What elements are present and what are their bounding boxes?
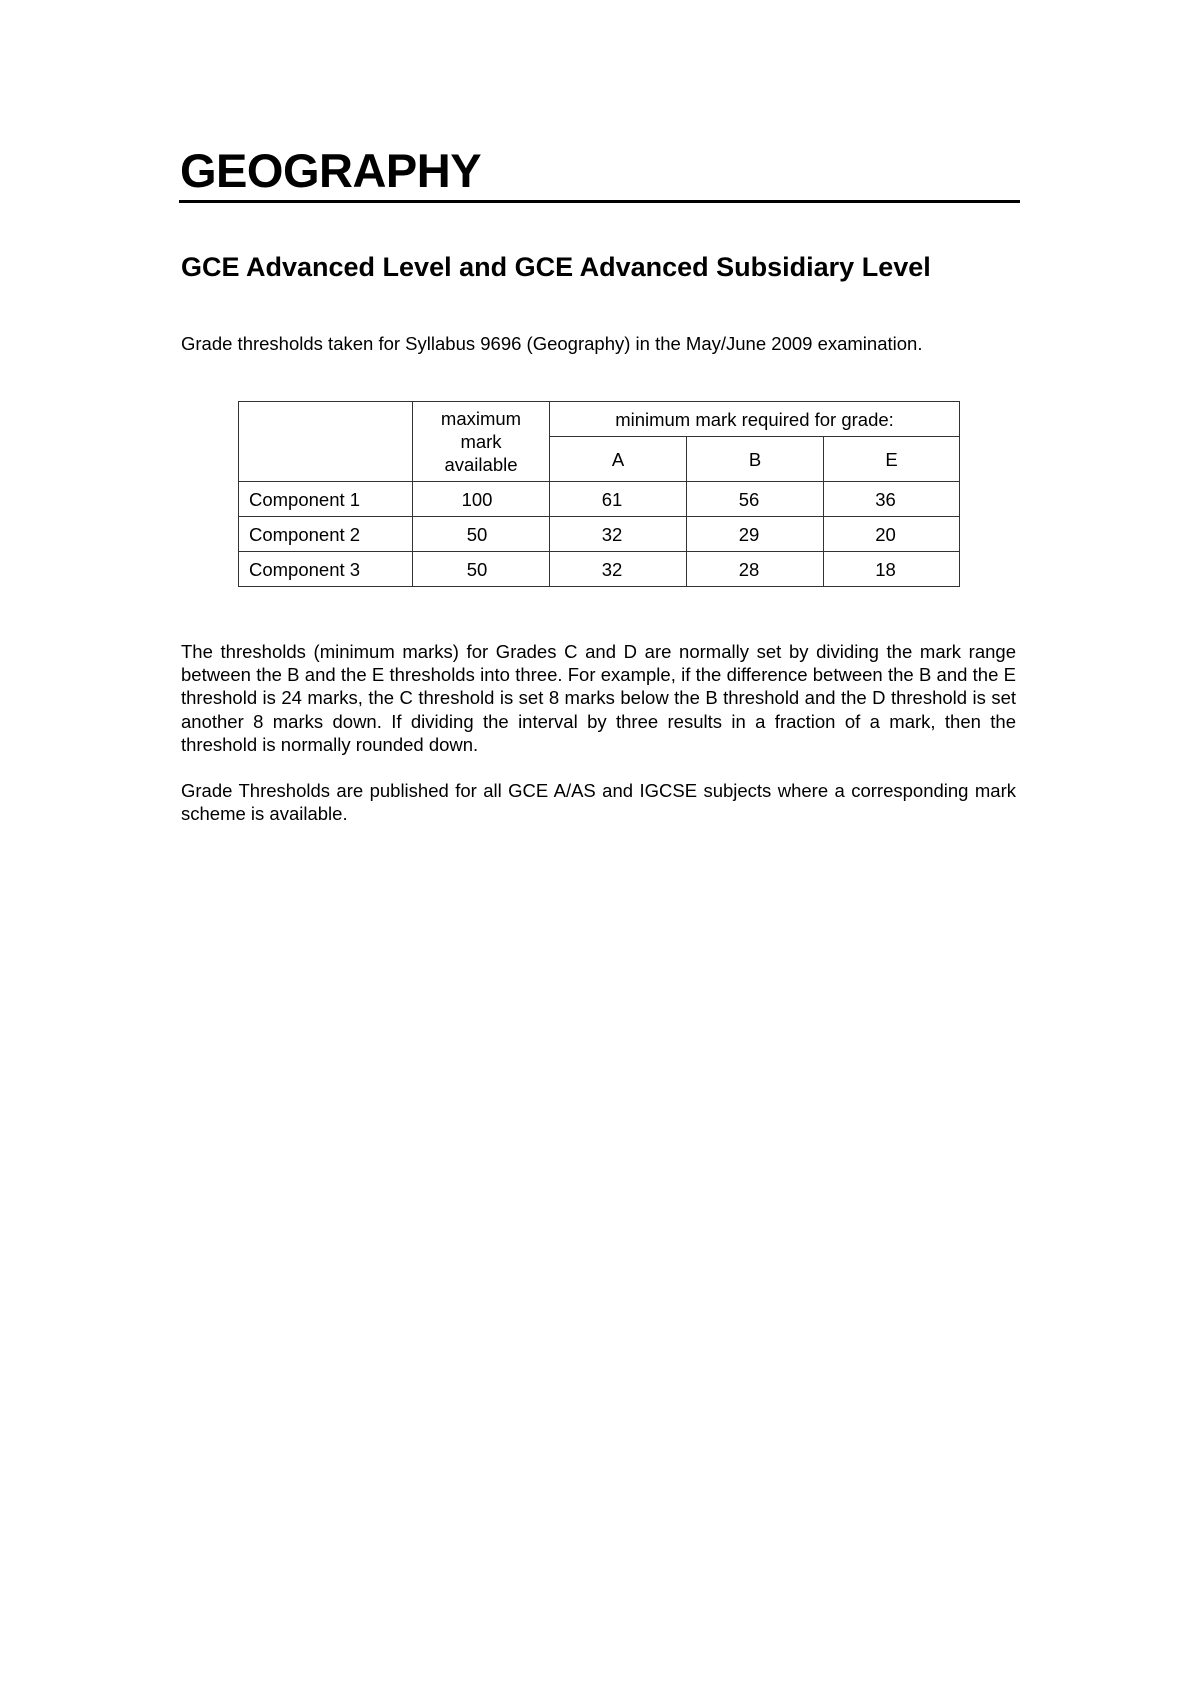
table-row [239,552,960,587]
grade-thresholds-table [238,401,960,587]
max-mark-cell: 100 [413,482,550,517]
component-label: Component 3 [239,552,413,587]
grade-a-cell: 32 [550,552,687,587]
grade-a-cell: 32 [550,517,687,552]
page-subtitle: GCE Advanced Level and GCE Advanced Subsidiary Level [181,252,931,282]
component-label: Component 2 [239,517,413,552]
grade-e-header: E [824,437,960,482]
intro-text: Grade thresholds taken for Syllabus 9696 (Geography) in the May/June 2009 examination. [181,333,923,354]
max-mark-header: maximum mark available [413,402,550,482]
threshold-explanation-paragraph: The thresholds (minimum marks) for Grades C and D are normally set by dividing the mark range between the B and the E thresholds into three. For example, if the difference between the B and the E threshold is 24 marks, the C threshold is set 8 marks below the B threshold and the D threshold is set another 8 marks down. If dividing the interval by three results in a fraction of a mark, then the threshold is normally rounded down. [181,641,1016,755]
grade-b-header: B [687,437,824,482]
grade-b-cell: 56 [687,482,824,517]
grade-e-cell: 18 [824,552,960,587]
publication-note-paragraph: Grade Thresholds are published for all GCE A/AS and IGCSE subjects where a corresponding mark scheme is available. [181,780,1016,825]
max-mark-cell: 50 [413,552,550,587]
grade-e-cell: 36 [824,482,960,517]
title-underline [179,200,1020,203]
max-mark-cell: 50 [413,517,550,552]
table-row [239,517,960,552]
table-corner-cell [239,402,413,482]
grade-b-cell: 28 [687,552,824,587]
component-label: Component 1 [239,482,413,517]
table-header-row [239,402,960,437]
grade-a-header: A [550,437,687,482]
grade-header: minimum mark required for grade: [550,402,960,437]
grade-a-cell: 61 [550,482,687,517]
page-title: GEOGRAPHY [180,144,482,197]
table-row [239,482,960,517]
grade-b-cell: 29 [687,517,824,552]
grade-e-cell: 20 [824,517,960,552]
